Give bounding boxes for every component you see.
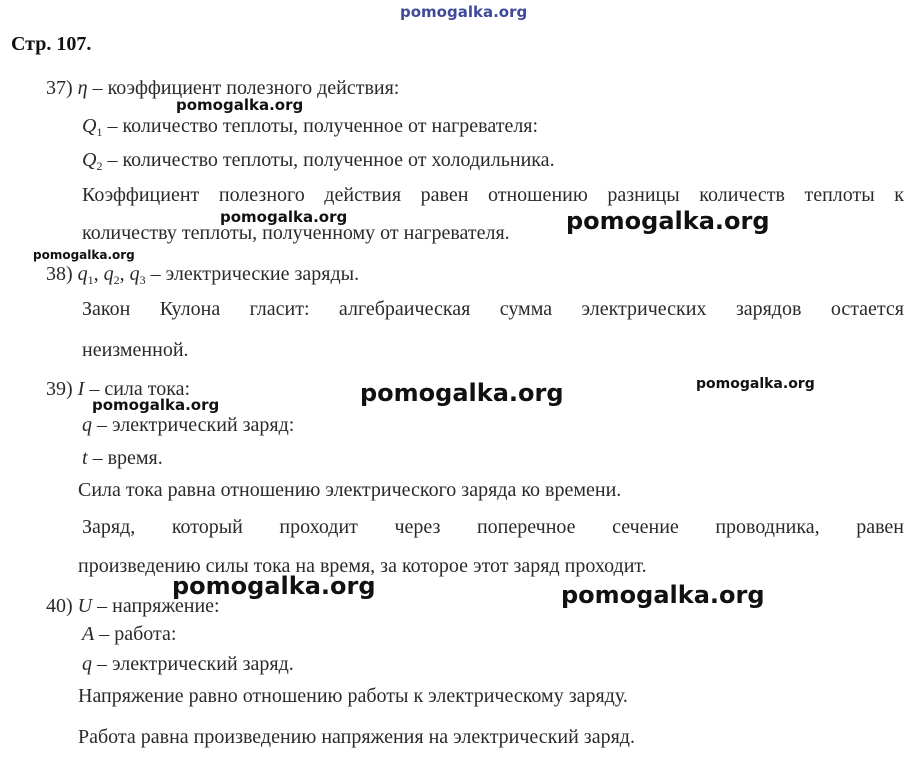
current-symbol: I xyxy=(77,378,85,400)
item-40-text-1: Напряжение равно отношению работы к электрическому заряду. xyxy=(78,685,628,707)
time-symbol: t xyxy=(82,447,88,469)
item-38-text-1: Закон Кулона гласит: алгебраическая сумма электрических зарядов остается xyxy=(82,298,904,320)
eta-definition: – коэффициент полезного действия: xyxy=(92,77,400,99)
q2-symbol: Q xyxy=(82,149,97,171)
watermark-top: pomogalka.org xyxy=(400,3,528,21)
watermark: pomogalka.org xyxy=(220,208,348,226)
q1-definition: – количество теплоты, полученное от нагревателя: xyxy=(107,115,539,137)
time-line xyxy=(82,446,163,470)
q1-subscript: 1 xyxy=(96,125,103,139)
watermark: pomogalka.org xyxy=(33,248,135,262)
item-number: 37) xyxy=(46,77,73,99)
watermark: pomogalka.org xyxy=(176,96,304,114)
item-39-text-1: Сила тока равна отношению электрического заряда ко времени. xyxy=(78,479,622,501)
q1-charge-subscript: 1 xyxy=(87,273,94,287)
charge-line xyxy=(82,413,294,437)
eta-symbol: η xyxy=(77,77,88,99)
q1-symbol: Q xyxy=(82,115,97,137)
voltage-definition: – напряжение: xyxy=(97,595,220,617)
q3-charge-symbol: q xyxy=(129,263,140,285)
page-header: Стр. 107. xyxy=(11,33,92,55)
current-definition: – сила тока: xyxy=(89,378,191,400)
item-39-text-2: Заряд, который проходит через поперечное сечение проводника, равен xyxy=(82,516,904,538)
watermark: pomogalka.org xyxy=(360,379,564,407)
item-number: 39) xyxy=(46,378,73,400)
item-40-text-2: Работа равна произведению напряжения на электрический заряд. xyxy=(78,726,635,748)
q2-charge-subscript: 2 xyxy=(113,273,120,287)
watermark: pomogalka.org xyxy=(561,581,765,609)
charges-definition: – электрические заряды. xyxy=(150,263,360,285)
item-number: 40) xyxy=(46,595,73,617)
work-line xyxy=(82,622,176,646)
watermark: pomogalka.org xyxy=(92,396,220,414)
charge-symbol: q xyxy=(82,653,92,675)
charge-line-40 xyxy=(82,652,294,676)
q1-charge-symbol: q xyxy=(77,263,88,285)
time-definition: – время. xyxy=(92,447,163,469)
watermark: pomogalka.org xyxy=(696,376,815,392)
item-37-text-1: Коэффициент полезного действия равен отношению разницы количеств теплоты к xyxy=(82,184,904,206)
item-37-text-2: количеству теплоты, полученному от нагревателя. xyxy=(82,222,510,244)
item-38-text-2: неизменной. xyxy=(82,339,189,361)
charge-definition: – электрический заряд. xyxy=(97,653,294,675)
charge-definition: – электрический заряд: xyxy=(97,414,295,436)
q2-charge-symbol: q xyxy=(103,263,114,285)
item-38-heading xyxy=(46,262,359,286)
q2-subscript: 2 xyxy=(96,159,103,173)
watermark: pomogalka.org xyxy=(566,207,770,235)
charge-symbol: q xyxy=(82,414,92,436)
work-definition: – работа: xyxy=(99,623,177,645)
q1-definition-line xyxy=(82,114,538,138)
q2-definition-line xyxy=(82,148,555,172)
separator: , xyxy=(119,263,125,285)
work-symbol: A xyxy=(82,623,95,645)
voltage-symbol: U xyxy=(77,595,93,617)
watermark: pomogalka.org xyxy=(172,572,376,600)
separator: , xyxy=(93,263,99,285)
item-number: 38) xyxy=(46,263,73,285)
q2-definition: – количество теплоты, полученное от холодильника. xyxy=(107,149,555,171)
item-39-text-3: произведению силы тока на время, за которое этот заряд проходит. xyxy=(78,555,647,577)
q3-charge-subscript: 3 xyxy=(139,273,146,287)
